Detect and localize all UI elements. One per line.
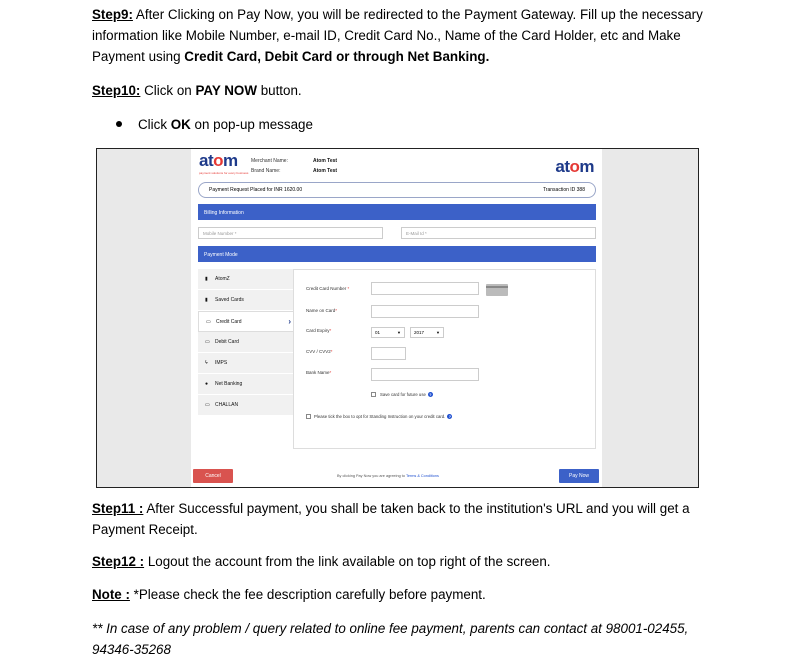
mobile-number-input[interactable]: Mobile Number * bbox=[198, 227, 383, 239]
bullet-bold: OK bbox=[170, 117, 191, 132]
menu-item-imps[interactable]: ϟ IMPS bbox=[198, 353, 293, 374]
caret-down-icon: ▼ bbox=[397, 330, 401, 335]
menu-item-debit-card[interactable]: ▭ Debit Card bbox=[198, 332, 293, 353]
name-on-card-label: Name on Card* bbox=[306, 308, 338, 313]
menu-item-net-banking[interactable]: ● Net Banking bbox=[198, 374, 293, 395]
pay-now-button[interactable]: Pay Now bbox=[559, 469, 599, 483]
help-icon[interactable]: ? bbox=[429, 392, 432, 397]
merchant-name-label: Merchant Name: bbox=[251, 158, 288, 164]
step9-label: Step9: bbox=[92, 7, 133, 22]
bullet-dot-icon bbox=[116, 121, 122, 127]
step11-label: Step11 : bbox=[92, 501, 144, 516]
menu-item-challan[interactable]: ▭ CHALLAN bbox=[198, 395, 293, 416]
atom-logo-tagline: payment solutions for every business bbox=[199, 171, 249, 175]
lightning-icon: ϟ bbox=[205, 360, 208, 366]
step12-paragraph bbox=[92, 551, 704, 572]
credit-card-form bbox=[293, 269, 596, 449]
bullet-item bbox=[116, 114, 313, 135]
menu-item-credit-card[interactable]: ▭ Credit Card › bbox=[198, 311, 293, 332]
note-label: Note : bbox=[92, 587, 130, 602]
brand-name-label: Brand Name: bbox=[251, 168, 281, 174]
contact-paragraph bbox=[92, 618, 704, 660]
card-image-icon bbox=[486, 284, 508, 296]
note-text: *Please check the fee description carefully before payment. bbox=[129, 587, 486, 602]
email-input[interactable]: E-Mail Id * bbox=[401, 227, 596, 239]
bullet-post: on pop-up message bbox=[190, 117, 313, 132]
request-amount-text: Payment Request Placed for INR 1620.00 bbox=[209, 187, 303, 193]
cvv-label: CVV / CVV2* bbox=[306, 349, 333, 354]
step11-line2: Payment Receipt. bbox=[92, 522, 198, 537]
merchant-name-value: Atom Test bbox=[313, 158, 338, 164]
cvv-input[interactable] bbox=[371, 347, 406, 360]
menu-item-atomz[interactable]: ▮ AtomZ bbox=[198, 269, 293, 290]
chevron-right-icon: › bbox=[288, 317, 291, 326]
bookmark-icon: ▮ bbox=[205, 297, 208, 303]
credit-card-icon: ▭ bbox=[206, 319, 211, 325]
step12-label: Step12 : bbox=[92, 554, 145, 569]
contact-line1: ** In case of any problem / query related to online fee payment, parents can contact at 98001-02455, bbox=[92, 621, 689, 636]
gateway-page bbox=[191, 149, 602, 488]
contact-line2: 94346-35268 bbox=[92, 642, 171, 657]
payment-mode-menu bbox=[198, 269, 293, 416]
step9-line1: After Clicking on Pay Now, you will be redirected to the Payment Gateway. Fill up the necessary bbox=[132, 7, 703, 22]
terms-link[interactable]: Terms & Conditions bbox=[405, 474, 439, 478]
step10-text-pre: Click on bbox=[140, 83, 196, 98]
help-icon[interactable]: ? bbox=[448, 414, 452, 419]
note-paragraph bbox=[92, 584, 704, 605]
standing-instruction-checkbox[interactable] bbox=[306, 414, 311, 419]
step10-paragraph bbox=[92, 80, 704, 101]
step10-label: Step10: bbox=[92, 83, 141, 98]
step9-line3-bold: Credit Card, Debit Card or through Net Banking. bbox=[184, 49, 490, 64]
card-expiry-label: Card Expiry* bbox=[306, 328, 332, 333]
expiry-month-select[interactable]: 01 ▼ bbox=[371, 327, 405, 338]
payment-request-bar bbox=[198, 182, 596, 198]
bank-name-input[interactable] bbox=[371, 368, 479, 381]
step11-line1: After Successful payment, you shall be taken back to the institution's URL and you will get a bbox=[143, 501, 690, 516]
standing-instruction-text: Please tick the box to opt for Standing Instruction on your credit card. ? bbox=[314, 414, 452, 419]
name-on-card-input[interactable] bbox=[371, 305, 479, 318]
menu-item-saved-cards[interactable]: ▮ Saved Cards bbox=[198, 290, 293, 311]
step10-text-bold: PAY NOW bbox=[195, 83, 257, 98]
caret-down-icon: ▼ bbox=[436, 330, 440, 335]
bookmark-icon: ▮ bbox=[205, 276, 208, 282]
save-card-text: Save card for future use ? bbox=[380, 392, 432, 397]
step11-paragraph bbox=[92, 498, 704, 540]
expiry-year-select[interactable]: 2017 ▼ bbox=[410, 327, 444, 338]
globe-icon: ● bbox=[205, 381, 209, 387]
card-number-input[interactable] bbox=[371, 282, 479, 295]
credit-card-icon: ▭ bbox=[205, 339, 210, 345]
save-card-checkbox[interactable] bbox=[371, 392, 376, 397]
payment-mode-header: Payment Mode bbox=[198, 246, 596, 262]
terms-text: By clicking Pay Now you are agreeing to Terms & Conditions bbox=[337, 474, 439, 478]
card-number-label: Credit Card Number * bbox=[306, 286, 350, 291]
bank-name-label: Bank Name* bbox=[306, 370, 332, 375]
billing-info-header: Billing Information bbox=[198, 204, 596, 220]
step10-text-post: button. bbox=[256, 83, 302, 98]
step9-line3-plain: Payment using bbox=[92, 49, 185, 64]
payment-gateway-screenshot bbox=[96, 148, 699, 488]
atom-logo-left: atom bbox=[199, 151, 238, 170]
brand-name-value: Atom Test bbox=[313, 168, 338, 174]
bullet-pre: Click bbox=[138, 117, 171, 132]
atom-logo-right: atom bbox=[555, 157, 594, 176]
step12-text: Logout the account from the link available on top right of the screen. bbox=[144, 554, 551, 569]
step9-paragraph bbox=[92, 4, 704, 67]
transaction-id-text: Transaction ID 388 bbox=[542, 187, 585, 193]
step9-line2: information like Mobile Number, e-mail ID, Credit Card No., Name of the Card Holder, etc and Make bbox=[92, 28, 681, 43]
cancel-button[interactable]: Cancel bbox=[193, 469, 233, 483]
document-icon: ▭ bbox=[205, 402, 210, 408]
